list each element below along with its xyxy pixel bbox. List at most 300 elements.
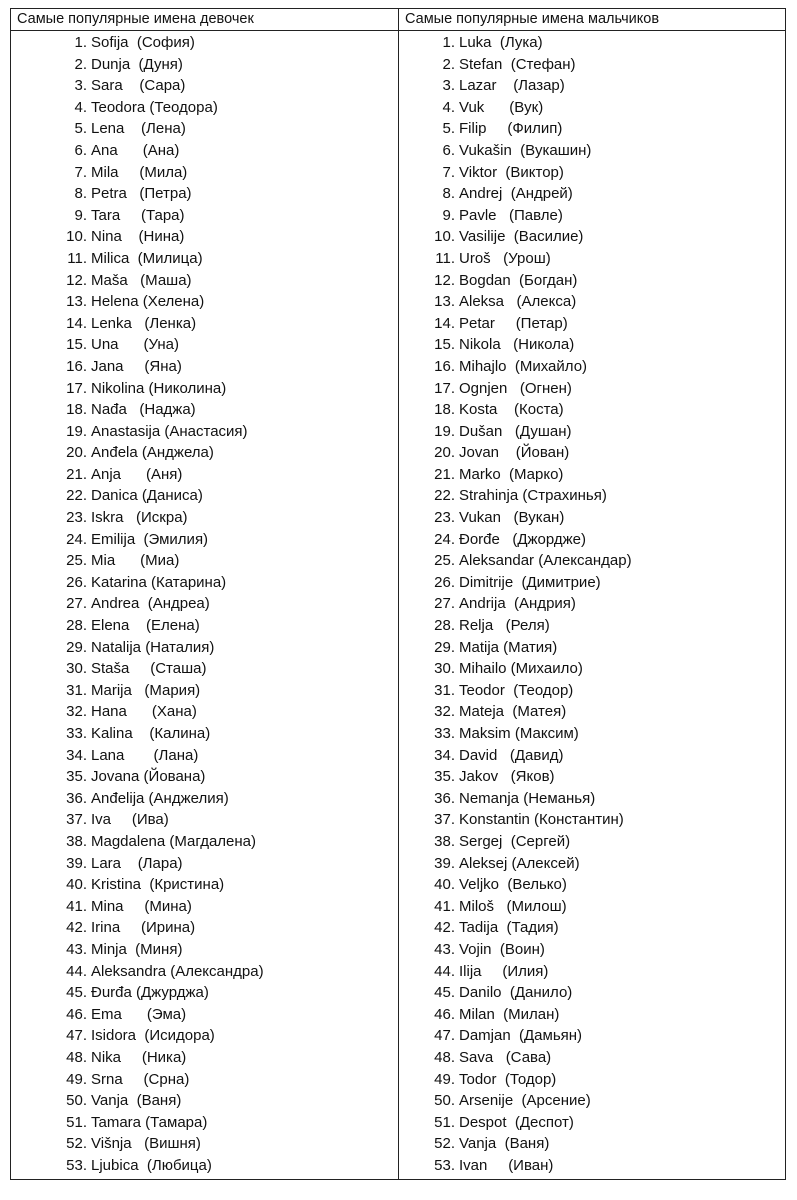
item-number: 48. (434, 1048, 455, 1066)
girl-name-list-item (11, 334, 398, 356)
item-number: 41. (66, 897, 87, 915)
item-name: Aleksandra (Александра) (91, 962, 264, 980)
item-number: 17. (434, 379, 455, 397)
boy-name-list-item (399, 529, 785, 551)
item-name: Sofija (София) (91, 34, 195, 51)
item-number: 15. (434, 336, 455, 354)
item-name: Staša (Сташа) (91, 660, 207, 678)
item-name: Iskra (Искра) (91, 509, 188, 527)
item-number: 37. (66, 811, 87, 829)
item-number: 28. (66, 617, 87, 635)
boy-name-list-item (399, 896, 785, 918)
boy-name-list-item (399, 313, 785, 335)
boy-name-list-item (399, 54, 785, 76)
boy-name-list-item (399, 248, 785, 270)
item-name: Jovana (Йована) (91, 768, 206, 786)
item-number: 28. (434, 617, 455, 635)
item-number: 11. (67, 249, 87, 267)
item-name: Dušan (Душан) (459, 422, 572, 440)
item-name: Sava (Сава) (459, 1048, 552, 1066)
item-name: Katarina (Катарина) (91, 573, 227, 591)
item-number: 21. (434, 465, 455, 483)
girl-name-list-item (11, 809, 398, 831)
item-name: Marija (Мария) (91, 681, 201, 699)
boys-name-list (399, 31, 785, 1179)
item-number: 12. (434, 271, 455, 289)
item-number: 13. (434, 293, 455, 311)
item-number: 18. (66, 401, 87, 419)
girl-name-list-item (11, 1112, 398, 1134)
item-number: 31. (66, 681, 87, 699)
girl-name-list-item (11, 75, 398, 97)
item-number: 2. (74, 55, 87, 73)
item-name: Filip (Филип) (459, 120, 563, 138)
item-name: Anja (Аня) (91, 465, 183, 483)
girl-name-list-item (11, 226, 398, 248)
item-name: Isidora (Исидора) (91, 1027, 215, 1045)
item-number: 34. (66, 746, 87, 764)
item-name: Maša (Маша) (91, 271, 192, 289)
girl-name-list-item (11, 853, 398, 875)
girl-name-list-item (11, 464, 398, 486)
girl-name-list-item (11, 550, 398, 572)
item-number: 23. (66, 509, 87, 527)
item-number: 14. (66, 314, 87, 332)
item-name: Nemanja (Неманья) (459, 789, 596, 807)
item-number: 52. (66, 1135, 87, 1153)
item-name: Nina (Нина) (91, 228, 185, 246)
item-number: 6. (442, 141, 455, 159)
item-number: 1. (74, 34, 87, 51)
item-name: Đorđe (Джордже) (459, 530, 587, 548)
boy-name-list-item (399, 356, 785, 378)
item-name: Danilo (Данило) (459, 984, 573, 1002)
item-number: 31. (434, 681, 455, 699)
item-name: Vukašin (Вукашин) (459, 141, 592, 159)
item-name: Lena (Лена) (91, 120, 186, 138)
boy-name-list-item (399, 1069, 785, 1091)
item-name: Marko (Марко) (459, 465, 564, 483)
girl-name-list-item (11, 54, 398, 76)
item-number: 51. (434, 1113, 455, 1131)
item-name: Anđela (Анджела) (91, 444, 214, 462)
boy-name-list-item (399, 917, 785, 939)
item-name: Ivan (Иван) (459, 1156, 554, 1174)
item-name: Milica (Милица) (91, 249, 203, 267)
girl-name-list-item (11, 118, 398, 140)
boys-header: Самые популярные имена мальчиков (405, 11, 660, 27)
item-number: 46. (66, 1005, 87, 1023)
girl-name-list-item (11, 485, 398, 507)
item-name: Ljubica (Любица) (91, 1156, 212, 1174)
girl-name-list-item (11, 896, 398, 918)
item-number: 7. (442, 163, 455, 181)
item-name: Sergej (Сергей) (459, 832, 571, 850)
girl-name-list-item (11, 939, 398, 961)
item-number: 33. (434, 725, 455, 742)
boy-name-list-item (399, 593, 785, 615)
table-header-row (11, 9, 785, 31)
item-name: Aleksa (Алекса) (459, 293, 577, 311)
item-name: Petar (Петар) (459, 314, 568, 332)
item-number: 3. (74, 77, 87, 95)
item-name: Vanja (Ваня) (91, 1092, 182, 1110)
girl-name-list-item (11, 788, 398, 810)
girl-name-list-item (11, 270, 398, 292)
girl-name-list-item (11, 97, 398, 119)
item-name: Natalija (Наталия) (91, 638, 215, 656)
item-number: 53. (66, 1156, 87, 1174)
girl-name-list-item (11, 745, 398, 767)
item-name: Mia (Миа) (91, 552, 180, 570)
item-number: 32. (434, 703, 455, 721)
boy-name-list-item (399, 32, 785, 54)
item-name: Lenka (Ленка) (91, 314, 197, 332)
item-name: Vojin (Воин) (459, 940, 545, 958)
item-name: Stefan (Стефан) (459, 55, 576, 73)
item-name: Lana (Лана) (91, 746, 199, 764)
girl-name-list-item (11, 529, 398, 551)
item-number: 51. (66, 1113, 87, 1131)
girl-name-list-item (11, 32, 398, 54)
item-number: 29. (66, 638, 87, 656)
item-number: 26. (434, 573, 455, 591)
item-name: Arsenije (Арсение) (459, 1092, 591, 1110)
item-name: Ilija (Илия) (459, 962, 549, 980)
item-name: Kristina (Кристина) (91, 876, 225, 894)
boy-name-list-item (399, 1090, 785, 1112)
boy-name-list-item (399, 572, 785, 594)
item-number: 40. (434, 876, 455, 894)
item-number: 22. (66, 487, 87, 505)
boy-name-list-item (399, 1025, 785, 1047)
item-name: Andrija (Андрия) (459, 595, 576, 613)
item-name: Vukan (Вукан) (459, 509, 565, 527)
girl-name-list-item (11, 248, 398, 270)
item-name: Andrea (Андреа) (91, 595, 210, 613)
girl-name-list-item (11, 421, 398, 443)
item-name: Tamara (Тамара) (91, 1113, 208, 1131)
girl-name-list-item (11, 442, 398, 464)
item-name: Kosta (Коста) (459, 401, 564, 419)
item-number: 37. (434, 811, 455, 829)
item-number: 33. (66, 725, 87, 742)
item-number: 36. (66, 789, 87, 807)
item-name: Lara (Лара) (91, 854, 183, 872)
item-number: 35. (66, 768, 87, 786)
item-number: 19. (66, 422, 87, 440)
boy-name-list-item (399, 162, 785, 184)
item-name: Milan (Милан) (459, 1005, 560, 1023)
boy-name-list-item (399, 788, 785, 810)
item-name: Danica (Даниса) (91, 487, 203, 505)
item-number: 9. (74, 206, 87, 224)
boy-name-list-item (399, 874, 785, 896)
item-name: Tara (Тара) (91, 206, 185, 224)
item-name: Matija (Матия) (459, 638, 558, 656)
item-name: Veljko (Велько) (459, 876, 567, 894)
girl-name-list-item (11, 162, 398, 184)
item-number: 26. (66, 573, 87, 591)
item-name: Srna (Срна) (91, 1070, 190, 1088)
boy-name-list-item (399, 140, 785, 162)
item-number: 53. (434, 1156, 455, 1174)
boy-name-list-item (399, 118, 785, 140)
item-name: Viktor (Виктор) (459, 163, 564, 181)
item-name: Relja (Реля) (459, 617, 550, 635)
item-name: Nikolina (Николина) (91, 379, 227, 397)
item-number: 39. (434, 854, 455, 872)
girls-name-list (11, 31, 399, 1179)
item-number: 46. (434, 1005, 455, 1023)
item-name: Aleksej (Алексей) (459, 854, 580, 872)
girl-name-list-item (11, 140, 398, 162)
girl-name-list-item (11, 701, 398, 723)
item-number: 42. (66, 919, 87, 937)
item-number: 30. (434, 660, 455, 678)
item-number: 30. (66, 660, 87, 678)
item-number: 50. (434, 1092, 455, 1110)
boy-name-list-item (399, 399, 785, 421)
boy-name-list-item (399, 853, 785, 875)
item-name: Nađa (Наджа) (91, 401, 196, 419)
item-number: 8. (74, 185, 87, 203)
item-number: 43. (66, 940, 87, 958)
item-name: Helena (Хелена) (91, 293, 205, 311)
item-name: Miloš (Милош) (459, 897, 567, 915)
girl-name-list-item (11, 680, 398, 702)
item-number: 13. (66, 293, 87, 311)
girl-name-list-item (11, 593, 398, 615)
item-name: Teodor (Теодор) (459, 681, 574, 699)
girl-name-list-item (11, 356, 398, 378)
boy-name-list-item (399, 745, 785, 767)
item-name: Despot (Деспот) (459, 1113, 574, 1131)
item-name: Mina (Мина) (91, 897, 192, 915)
item-name: Jana (Яна) (91, 357, 182, 375)
item-name: Kalina (Калина) (91, 725, 211, 742)
item-name: Maksim (Максим) (459, 725, 579, 742)
boy-name-list-item (399, 1112, 785, 1134)
item-name: Irina (Ирина) (91, 919, 196, 937)
girl-name-list-item (11, 766, 398, 788)
item-name: Vasilije (Василие) (459, 228, 584, 246)
boy-name-list-item (399, 226, 785, 248)
item-name: Elena (Елена) (91, 617, 200, 635)
boy-name-list-item (399, 485, 785, 507)
girl-name-list-item (11, 1025, 398, 1047)
item-number: 5. (74, 120, 87, 138)
item-name: Hana (Хана) (91, 703, 197, 721)
girl-name-list-item (11, 291, 398, 313)
item-number: 21. (66, 465, 87, 483)
item-number: 25. (434, 552, 455, 570)
item-name: Vanja (Ваня) (459, 1135, 550, 1153)
item-number: 23. (434, 509, 455, 527)
item-name: Andrej (Андрей) (459, 185, 573, 203)
item-number: 48. (66, 1048, 87, 1066)
boy-name-list-item (399, 270, 785, 292)
table-body-row (11, 31, 785, 1179)
item-number: 49. (434, 1070, 455, 1088)
girl-name-list-item (11, 831, 398, 853)
item-number: 22. (434, 487, 455, 505)
item-number: 45. (434, 984, 455, 1002)
item-number: 45. (66, 984, 87, 1002)
girl-name-list-item (11, 1155, 398, 1177)
item-name: Jovan (Йован) (459, 444, 570, 462)
item-number: 35. (434, 768, 455, 786)
girl-name-list-item (11, 1004, 398, 1026)
boy-name-list-item (399, 464, 785, 486)
boy-name-list-item (399, 334, 785, 356)
boy-name-list-item (399, 97, 785, 119)
item-number: 16. (66, 357, 87, 375)
item-name: Magdalena (Магдалена) (91, 832, 256, 850)
item-number: 20. (66, 444, 87, 462)
boy-name-list-item (399, 442, 785, 464)
boy-name-list-item (399, 1155, 785, 1177)
item-name: Mateja (Матея) (459, 703, 567, 721)
item-name: Nika (Ника) (91, 1048, 187, 1066)
item-name: Una (Уна) (91, 336, 179, 354)
item-name: Višnja (Вишня) (91, 1135, 201, 1153)
item-name: Mila (Мила) (91, 163, 188, 181)
boy-name-list-item (399, 75, 785, 97)
item-number: 41. (434, 897, 455, 915)
item-number: 10. (66, 228, 87, 246)
girl-name-list-item (11, 1090, 398, 1112)
item-number: 25. (66, 552, 87, 570)
item-number: 34. (434, 746, 455, 764)
boy-name-list-item (399, 658, 785, 680)
item-name: Uroš (Урош) (459, 249, 551, 267)
item-number: 44. (434, 962, 455, 980)
girl-name-list-item (11, 183, 398, 205)
boy-name-list-item (399, 1004, 785, 1026)
item-number: 7. (74, 163, 87, 181)
item-number: 44. (66, 962, 87, 980)
item-number: 27. (66, 595, 87, 613)
item-name: Lazar (Лазар) (459, 77, 565, 95)
boy-name-list-item (399, 507, 785, 529)
item-number: 16. (434, 357, 455, 375)
item-number: 12. (66, 271, 87, 289)
item-name: Sara (Сара) (91, 77, 186, 95)
boy-name-list-item (399, 701, 785, 723)
girl-name-list-item (11, 615, 398, 637)
item-name: Tadija (Тадия) (459, 919, 559, 937)
girl-name-list-item (11, 572, 398, 594)
item-name: Dimitrije (Димитрие) (459, 573, 601, 591)
girl-name-list-item (11, 507, 398, 529)
boy-name-list-item (399, 637, 785, 659)
item-number: 14. (434, 314, 455, 332)
item-name: Bogdan (Богдан) (459, 271, 578, 289)
item-name: Ognjen (Огнен) (459, 379, 572, 397)
boy-name-list-item (399, 183, 785, 205)
names-table (10, 8, 786, 1180)
item-number: 4. (442, 98, 455, 116)
item-number: 47. (434, 1027, 455, 1045)
girl-name-list-item (11, 658, 398, 680)
item-name: Konstantin (Константин) (459, 811, 624, 829)
item-number: 47. (66, 1027, 87, 1045)
item-number: 32. (66, 703, 87, 721)
girl-name-list-item (11, 917, 398, 939)
item-name: Pavle (Павле) (459, 206, 563, 224)
girl-name-list-item (11, 874, 398, 896)
item-number: 5. (442, 120, 455, 138)
item-number: 6. (74, 141, 87, 159)
girl-name-list-item (11, 961, 398, 983)
item-name: Luka (Лука) (459, 34, 543, 51)
item-name: Petra (Петра) (91, 185, 192, 203)
item-name: Đurđa (Джурджа) (91, 984, 209, 1002)
item-name: Todor (Тодор) (459, 1070, 557, 1088)
boy-name-list-item (399, 615, 785, 637)
item-number: 9. (442, 206, 455, 224)
item-number: 49. (66, 1070, 87, 1088)
boy-name-list-item (399, 680, 785, 702)
boy-name-list-item (399, 550, 785, 572)
item-number: 3. (442, 77, 455, 95)
item-name: Damjan (Дамьян) (459, 1027, 583, 1045)
item-number: 2. (442, 55, 455, 73)
girl-name-list-item (11, 1069, 398, 1091)
item-number: 15. (66, 336, 87, 354)
item-name: Anastasija (Анастасия) (91, 422, 248, 440)
boy-name-list-item (399, 809, 785, 831)
girl-name-list-item (11, 1047, 398, 1069)
item-number: 18. (434, 401, 455, 419)
item-name: Iva (Ива) (91, 811, 169, 829)
item-number: 42. (434, 919, 455, 937)
item-name: Aleksandar (Александар) (459, 552, 632, 570)
girl-name-list-item (11, 205, 398, 227)
item-name: Vuk (Вук) (459, 98, 544, 116)
item-number: 52. (434, 1135, 455, 1153)
boy-name-list-item (399, 1133, 785, 1155)
item-name: Mihailo (Михаило) (459, 660, 583, 678)
boy-name-list-item (399, 1047, 785, 1069)
item-number: 39. (66, 854, 87, 872)
item-name: Ana (Ана) (91, 141, 180, 159)
item-number: 40. (66, 876, 87, 894)
item-number: 20. (434, 444, 455, 462)
boy-name-list-item (399, 831, 785, 853)
boy-name-list-item (399, 421, 785, 443)
item-name: Emilija (Эмилия) (91, 530, 209, 548)
item-name: Teodora (Теодора) (91, 98, 218, 116)
boy-name-list-item (399, 291, 785, 313)
item-number: 29. (434, 638, 455, 656)
girl-name-list-item (11, 399, 398, 421)
item-number: 24. (434, 530, 455, 548)
item-number: 11. (435, 249, 455, 267)
girl-name-list-item (11, 378, 398, 400)
boy-name-list-item (399, 982, 785, 1004)
boy-name-list-item (399, 766, 785, 788)
item-number: 17. (66, 379, 87, 397)
girl-name-list-item (11, 637, 398, 659)
item-number: 27. (434, 595, 455, 613)
boy-name-list-item (399, 939, 785, 961)
item-name: Anđelija (Анджелия) (91, 789, 229, 807)
item-number: 1. (442, 34, 455, 51)
boy-name-list-item (399, 378, 785, 400)
item-name: Ema (Эма) (91, 1005, 187, 1023)
